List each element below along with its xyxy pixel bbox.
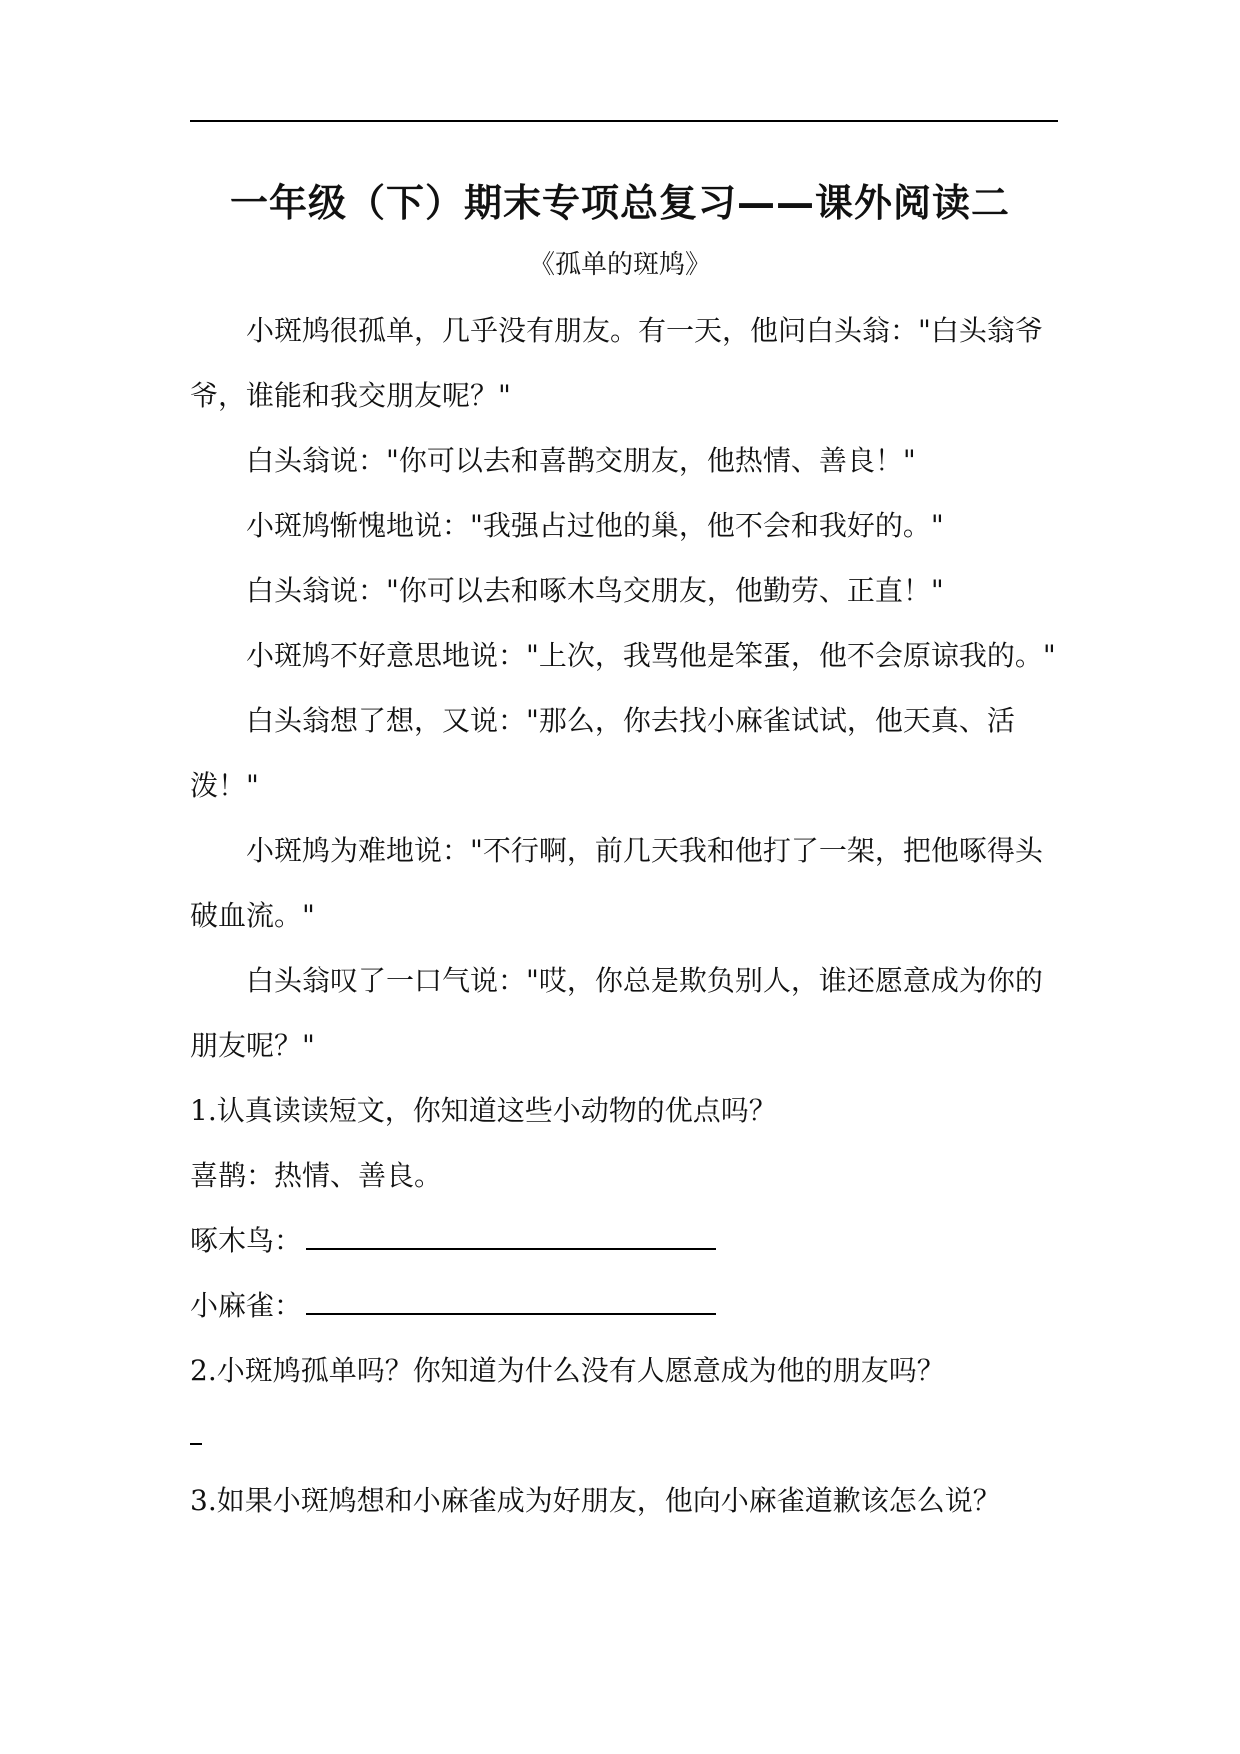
answer-label: 小麻雀： [190, 1289, 303, 1322]
story-paragraph: 小斑鸠很孤单，几乎没有朋友。有一天，他问白头翁："白头翁爷爷，谁能和我交朋友呢？" [190, 314, 1043, 412]
question-2: 2.小斑鸠孤单吗？你知道为什么没有人愿意成为他的朋友吗？ [190, 1354, 945, 1387]
answer-blank-sparrow[interactable] [306, 1313, 716, 1315]
story-paragraph: 小斑鸠不好意思地说："上次，我骂他是笨蛋，他不会原谅我的。" [246, 639, 1056, 672]
story-paragraph: 白头翁说："你可以去和啄木鸟交朋友，他勤劳、正直！" [246, 574, 944, 607]
story-title: 《孤单的斑鸠》 [528, 250, 711, 280]
story-paragraph: 白头翁说："你可以去和喜鹊交朋友，他热情、善良！" [246, 444, 916, 477]
story-paragraph: 白头翁想了想，又说："那么，你去找小麻雀试试，他天真、活泼！" [190, 704, 1015, 802]
question-1-example: 喜鹊：热情、善良。 [190, 1159, 443, 1192]
answer-row-sparrow [190, 1273, 1058, 1338]
page-title: 一年级（下）期末专项总复习——课外阅读二 [229, 181, 1010, 225]
answer-row-woodpecker [190, 1208, 1058, 1273]
answer-blank-woodpecker[interactable] [306, 1248, 716, 1250]
story-paragraph: 小斑鸠为难地说："不行啊，前几天我和他打了一架，把他啄得头破血流。" [190, 834, 1043, 932]
story-paragraph: 小斑鸠惭愧地说："我强占过他的巢，他不会和我好的。" [246, 509, 944, 542]
story-paragraph: 白头翁叹了一口气说："哎，你总是欺负别人，谁还愿意成为你的朋友呢？" [190, 964, 1043, 1062]
answer-line-q2[interactable] [190, 1403, 1058, 1468]
header-rule [190, 120, 1058, 122]
document-body [190, 298, 1058, 1533]
answer-label: 啄木鸟： [190, 1224, 303, 1257]
question-3: 3.如果小斑鸠想和小麻雀成为好朋友，他向小麻雀道歉该怎么说？ [190, 1484, 1001, 1517]
question-1: 1.认真读读短文，你知道这些小动物的优点吗？ [190, 1094, 777, 1127]
